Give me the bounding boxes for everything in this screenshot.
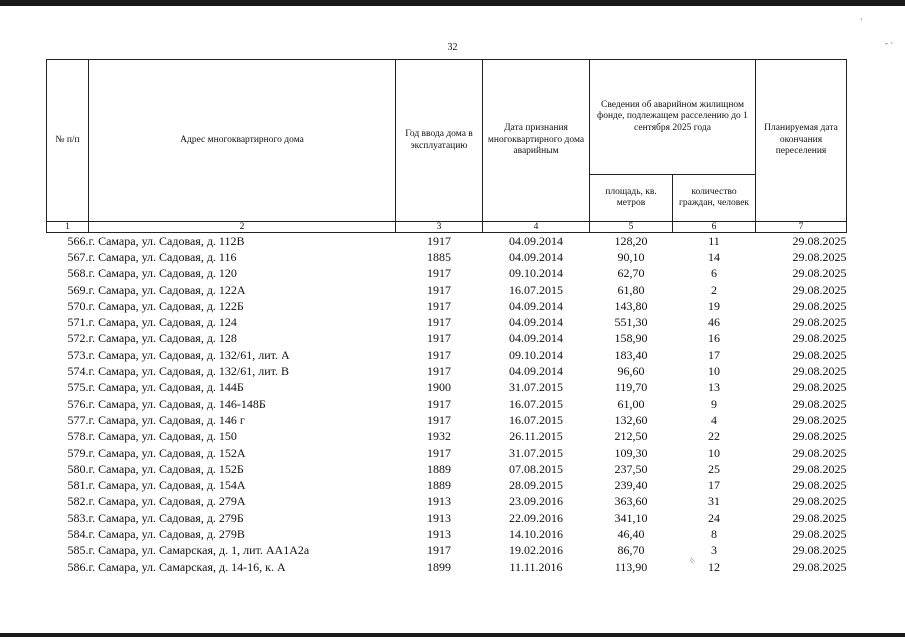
row-number: 579. bbox=[67, 445, 89, 460]
row-date-recognized: 14.10.2016 bbox=[509, 526, 563, 541]
table-row bbox=[47, 412, 847, 428]
table-row bbox=[47, 314, 847, 330]
row-year: 1917 bbox=[427, 282, 451, 297]
header-num: № п/п bbox=[47, 60, 89, 222]
row-planned-date: 29.08.2025 bbox=[792, 315, 847, 330]
row-planned-date: 29.08.2025 bbox=[792, 347, 847, 362]
row-area: 109,30 bbox=[614, 445, 648, 460]
table-row bbox=[47, 266, 847, 282]
row-planned-date: 29.08.2025 bbox=[792, 233, 847, 248]
row-planned-date: 29.08.2025 bbox=[792, 461, 847, 476]
row-residents: 25 bbox=[708, 461, 720, 476]
row-number: 577. bbox=[67, 412, 89, 427]
table-row bbox=[47, 494, 847, 510]
column-number: 6 bbox=[673, 222, 756, 233]
row-address: г. Самара, ул. Садовая, д. 146-148Б bbox=[88, 396, 266, 411]
row-date-recognized: 09.10.2014 bbox=[509, 347, 563, 362]
row-residents: 13 bbox=[708, 380, 720, 395]
row-date-recognized: 16.07.2015 bbox=[509, 412, 563, 427]
page-number: 32 bbox=[447, 42, 458, 53]
handwritten-mark: // bbox=[687, 556, 698, 565]
row-residents: 8 bbox=[711, 526, 717, 541]
row-address: г. Самара, ул. Садовая, д. 122Б bbox=[88, 298, 244, 313]
table-row bbox=[47, 526, 847, 542]
row-area: 132,60 bbox=[614, 412, 648, 427]
row-date-recognized: 07.08.2015 bbox=[509, 461, 563, 476]
row-address: г. Самара, ул. Садовая, д. 150 bbox=[88, 429, 237, 444]
row-number: 572. bbox=[67, 331, 89, 346]
table-row bbox=[47, 396, 847, 412]
row-address: г. Самара, ул. Садовая, д. 122А bbox=[88, 282, 246, 297]
row-address: г. Самара, ул. Садовая, д. 120 bbox=[88, 266, 237, 281]
row-address: г. Самара, ул. Садовая, д. 132/61, лит. В bbox=[88, 364, 290, 379]
row-year: 1917 bbox=[427, 445, 451, 460]
row-address: г. Самара, ул. Самарская, д. 14-16, к. А bbox=[88, 559, 286, 574]
row-date-recognized: 04.09.2014 bbox=[509, 364, 563, 379]
row-year: 1917 bbox=[427, 364, 451, 379]
row-address: г. Самара, ул. Садовая, д. 152Б bbox=[88, 461, 244, 476]
row-year: 1913 bbox=[427, 526, 451, 541]
row-year: 1917 bbox=[427, 543, 451, 558]
row-residents: 24 bbox=[708, 510, 720, 525]
row-date-recognized: 22.09.2016 bbox=[509, 510, 563, 525]
row-address: г. Самара, ул. Садовая, д. 132/61, лит. А bbox=[88, 347, 290, 362]
table-row bbox=[47, 543, 847, 559]
row-area: 551,30 bbox=[614, 315, 648, 330]
row-residents: 22 bbox=[708, 429, 720, 444]
row-address: г. Самара, ул. Садовая, д. 279А bbox=[88, 494, 246, 509]
row-area: 61,80 bbox=[617, 282, 645, 297]
row-number: 568. bbox=[67, 266, 89, 281]
row-residents: 19 bbox=[708, 298, 720, 313]
row-planned-date: 29.08.2025 bbox=[792, 249, 847, 264]
row-residents: 2 bbox=[711, 282, 717, 297]
row-residents: 12 bbox=[708, 559, 720, 574]
row-residents: 16 bbox=[708, 331, 720, 346]
row-residents: 17 bbox=[708, 478, 720, 493]
header-emergency-info: Сведения об аварийном жилищном фонде, подлежащем расселению до 1 сентября 2025 года bbox=[590, 60, 756, 175]
row-planned-date: 29.08.2025 bbox=[792, 364, 847, 379]
row-date-recognized: 16.07.2015 bbox=[509, 282, 563, 297]
row-residents: 17 bbox=[708, 347, 720, 362]
table-row bbox=[47, 510, 847, 526]
row-date-recognized: 04.09.2014 bbox=[509, 331, 563, 346]
header-date-recognized: Дата признания многоквартирного дома аварийным bbox=[483, 60, 590, 222]
row-number: 571. bbox=[67, 315, 89, 330]
column-number: 3 bbox=[396, 222, 483, 233]
row-date-recognized: 04.09.2014 bbox=[509, 315, 563, 330]
row-area: 239,40 bbox=[614, 478, 648, 493]
row-address: г. Самара, ул. Садовая, д. 124 bbox=[88, 315, 237, 330]
row-area: 363,60 bbox=[614, 494, 648, 509]
row-year: 1917 bbox=[427, 347, 451, 362]
row-area: 158,90 bbox=[614, 331, 648, 346]
header-residents: количество граждан, человек bbox=[673, 175, 756, 222]
row-year: 1917 bbox=[427, 315, 451, 330]
column-number: 4 bbox=[483, 222, 590, 233]
row-year: 1917 bbox=[427, 412, 451, 427]
row-date-recognized: 04.09.2014 bbox=[509, 233, 563, 248]
row-area: 119,70 bbox=[614, 380, 648, 395]
table-row bbox=[47, 461, 847, 477]
row-area: 341,10 bbox=[614, 510, 648, 525]
row-planned-date: 29.08.2025 bbox=[792, 494, 847, 509]
row-planned-date: 29.08.2025 bbox=[792, 412, 847, 427]
column-number: 2 bbox=[89, 222, 396, 233]
row-area: 62,70 bbox=[617, 266, 645, 281]
row-address: г. Самара, ул. Садовая, д. 146 г bbox=[88, 412, 245, 427]
row-number: 569. bbox=[67, 282, 89, 297]
row-area: 113,90 bbox=[614, 559, 648, 574]
row-address: г. Самара, ул. Садовая, д. 279Б bbox=[88, 510, 244, 525]
row-number: 575. bbox=[67, 380, 89, 395]
row-date-recognized: 04.09.2014 bbox=[509, 249, 563, 264]
row-address: г. Самара, ул. Садовая, д. 144Б bbox=[88, 380, 244, 395]
row-residents: 6 bbox=[711, 266, 717, 281]
row-year: 1917 bbox=[427, 331, 451, 346]
scan-speck: · bbox=[860, 14, 863, 24]
row-planned-date: 29.08.2025 bbox=[792, 543, 847, 558]
row-year: 1913 bbox=[427, 510, 451, 525]
row-area: 237,50 bbox=[614, 461, 648, 476]
row-number: 573. bbox=[67, 347, 89, 362]
row-date-recognized: 31.07.2015 bbox=[509, 380, 563, 395]
row-area: 183,40 bbox=[614, 347, 648, 362]
row-area: 90,10 bbox=[617, 249, 645, 264]
table-row bbox=[47, 249, 847, 265]
row-area: 46,40 bbox=[617, 526, 645, 541]
scan-speck: ‐ · bbox=[885, 38, 894, 48]
row-residents: 3 bbox=[711, 543, 717, 558]
row-number: 583. bbox=[67, 510, 89, 525]
table-row bbox=[47, 559, 847, 575]
table-row bbox=[47, 331, 847, 347]
row-planned-date: 29.08.2025 bbox=[792, 380, 847, 395]
row-planned-date: 29.08.2025 bbox=[792, 445, 847, 460]
scan-top-border bbox=[0, 0, 905, 6]
row-area: 212,50 bbox=[614, 429, 648, 444]
row-year: 1917 bbox=[427, 396, 451, 411]
row-number: 570. bbox=[67, 298, 89, 313]
row-date-recognized: 11.11.2016 bbox=[509, 559, 563, 574]
row-number: 576. bbox=[67, 396, 89, 411]
row-number: 584. bbox=[67, 526, 89, 541]
row-planned-date: 29.08.2025 bbox=[792, 510, 847, 525]
table-row bbox=[47, 347, 847, 363]
row-date-recognized: 23.09.2016 bbox=[509, 494, 563, 509]
table-row bbox=[47, 380, 847, 396]
header-row bbox=[47, 60, 847, 175]
row-year: 1917 bbox=[427, 266, 451, 281]
row-number: 567. bbox=[67, 249, 89, 264]
table-row bbox=[47, 298, 847, 314]
row-number: 580. bbox=[67, 461, 89, 476]
row-address: г. Самара, ул. Самарская, д. 1, лит. АА1А2а bbox=[88, 543, 310, 558]
header-year: Год ввода дома в эксплуатацию bbox=[396, 60, 483, 222]
row-planned-date: 29.08.2025 bbox=[792, 298, 847, 313]
row-residents: 9 bbox=[711, 396, 717, 411]
row-date-recognized: 28.09.2015 bbox=[509, 478, 563, 493]
row-date-recognized: 04.09.2014 bbox=[509, 298, 563, 313]
row-planned-date: 29.08.2025 bbox=[792, 282, 847, 297]
column-number: 5 bbox=[590, 222, 673, 233]
row-date-recognized: 31.07.2015 bbox=[509, 445, 563, 460]
row-date-recognized: 16.07.2015 bbox=[509, 396, 563, 411]
row-number: 585. bbox=[67, 543, 89, 558]
row-address: г. Самара, ул. Садовая, д. 154А bbox=[88, 478, 246, 493]
row-number: 581. bbox=[67, 478, 89, 493]
table-row bbox=[47, 429, 847, 445]
row-address: г. Самара, ул. Садовая, д. 128 bbox=[88, 331, 237, 346]
row-number: 574. bbox=[67, 364, 89, 379]
row-year: 1932 bbox=[427, 429, 451, 444]
row-residents: 46 bbox=[708, 315, 720, 330]
row-planned-date: 29.08.2025 bbox=[792, 429, 847, 444]
column-numbers-row bbox=[47, 222, 847, 233]
row-planned-date: 29.08.2025 bbox=[792, 478, 847, 493]
row-year: 1900 bbox=[427, 380, 451, 395]
row-year: 1899 bbox=[427, 559, 451, 574]
header-planned-date: Планируемая дата окончания переселения bbox=[756, 60, 847, 222]
row-residents: 10 bbox=[708, 445, 720, 460]
table-body bbox=[47, 233, 847, 576]
header-address: Адрес многоквартирного дома bbox=[89, 60, 396, 222]
row-year: 1889 bbox=[427, 478, 451, 493]
row-planned-date: 29.08.2025 bbox=[792, 396, 847, 411]
column-number: 1 bbox=[47, 222, 89, 233]
row-year: 1913 bbox=[427, 494, 451, 509]
row-year: 1885 bbox=[427, 249, 451, 264]
column-number: 7 bbox=[756, 222, 847, 233]
row-date-recognized: 26.11.2015 bbox=[509, 429, 563, 444]
row-address: г. Самара, ул. Садовая, д. 152А bbox=[88, 445, 246, 460]
row-residents: 10 bbox=[708, 364, 720, 379]
row-residents: 11 bbox=[708, 233, 720, 248]
table-row bbox=[47, 282, 847, 298]
row-area: 61,00 bbox=[617, 396, 645, 411]
row-planned-date: 29.08.2025 bbox=[792, 331, 847, 346]
table-row bbox=[47, 445, 847, 461]
row-residents: 4 bbox=[711, 412, 717, 427]
row-area: 143,80 bbox=[614, 298, 648, 313]
table-row bbox=[47, 477, 847, 493]
row-year: 1889 bbox=[427, 461, 451, 476]
row-area: 128,20 bbox=[614, 233, 648, 248]
row-area: 86,70 bbox=[617, 543, 645, 558]
row-residents: 14 bbox=[708, 249, 720, 264]
table-row bbox=[47, 363, 847, 379]
row-number: 586. bbox=[67, 559, 89, 574]
row-planned-date: 29.08.2025 bbox=[792, 559, 847, 574]
row-address: г. Самара, ул. Садовая, д. 112В bbox=[88, 233, 245, 248]
row-area: 96,60 bbox=[617, 364, 645, 379]
header-area: площадь, кв. метров bbox=[590, 175, 673, 222]
scan-bottom-border bbox=[0, 633, 905, 637]
row-year: 1917 bbox=[427, 298, 451, 313]
row-year: 1917 bbox=[427, 233, 451, 248]
row-address: г. Самара, ул. Садовая, д. 279В bbox=[88, 526, 245, 541]
row-number: 578. bbox=[67, 429, 89, 444]
row-number: 582. bbox=[67, 494, 89, 509]
row-date-recognized: 09.10.2014 bbox=[509, 266, 563, 281]
row-residents: 31 bbox=[708, 494, 720, 509]
row-planned-date: 29.08.2025 bbox=[792, 526, 847, 541]
row-number: 566. bbox=[67, 233, 89, 248]
emergency-housing-table bbox=[46, 59, 847, 575]
row-date-recognized: 19.02.2016 bbox=[509, 543, 563, 558]
table-row bbox=[47, 233, 847, 250]
row-address: г. Самара, ул. Садовая, д. 116 bbox=[88, 249, 237, 264]
row-planned-date: 29.08.2025 bbox=[792, 266, 847, 281]
